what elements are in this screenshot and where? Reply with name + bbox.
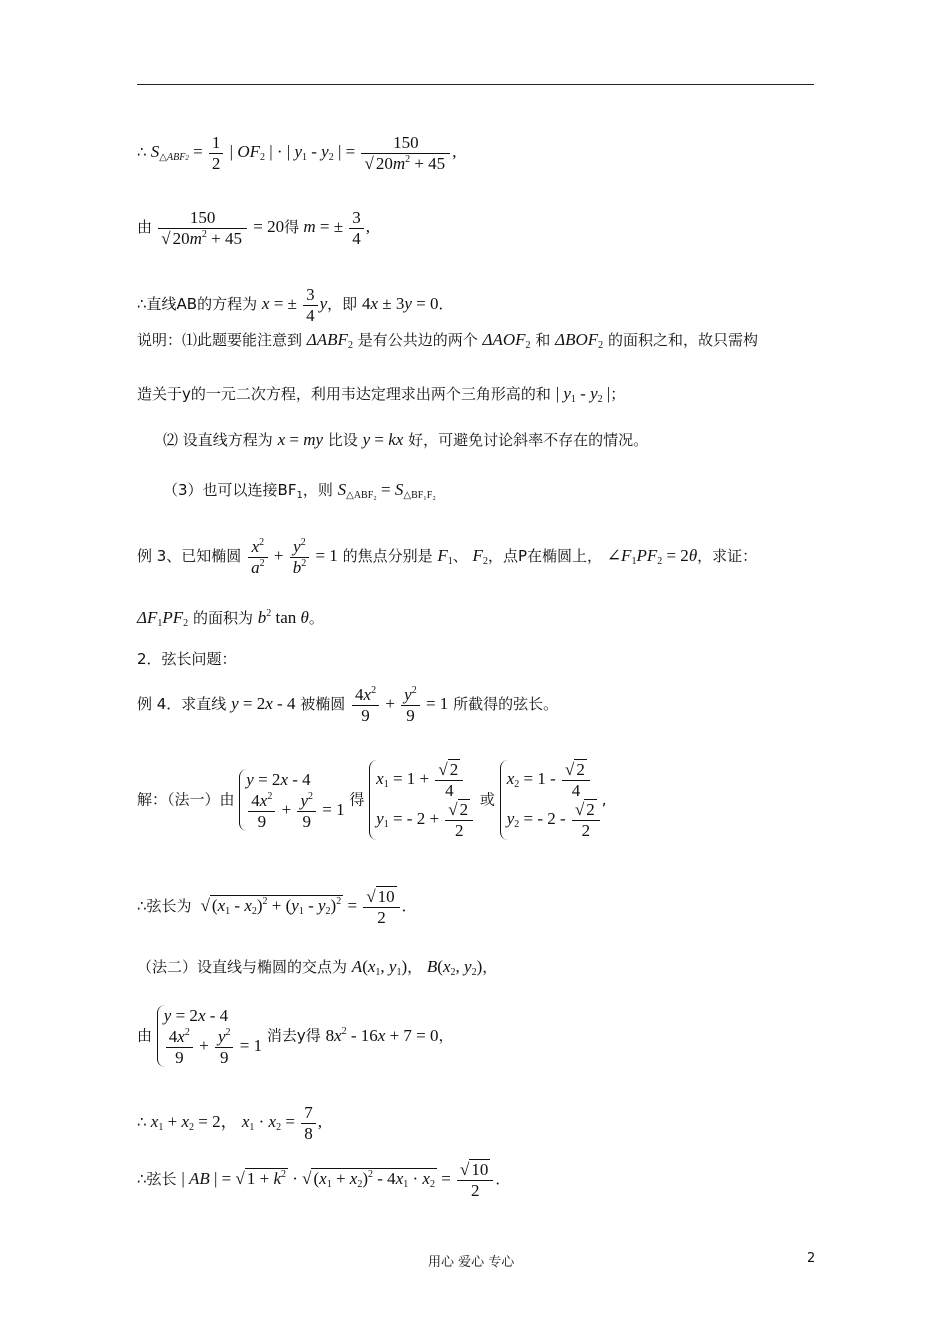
note-paragraph-2: 造关于y的一元二次方程，利用韦达定理求出两个三角形高的和 | $y_1 - y_2$ |； [137, 384, 626, 405]
vieta-line: ∴ $x_1 + x_2 = 2$， $x_1 \cdot x_2$ = $\frac{7}{8}$ , [137, 1103, 322, 1143]
chord-length-1: ∴弦长为 √ $(x_1 - x_2)^2 + (y_1 - y_2)^2$ = $\frac{√ 10}{2}$ ． [137, 887, 417, 927]
chord-length-2: ∴弦长 | AB | = √ $1 + k^2$ · √ $(x_1 + x_2)^2 - 4x_1 \cdot x_2$ = $\frac{√ 10}{2}$ ． [137, 1160, 511, 1200]
example-4: 例 4．求直线 y = 2x - 4 被椭圆 $\frac{4x^2}{9}$ + $\frac{y^2}{9}$ = 1 所截得的弦长。 [137, 685, 559, 725]
page-number: 2 [807, 1251, 816, 1266]
note-point-3: （3）也可以连接$BF_1$，则 $S_{\triangle ABF_2} = S_{\triangle BF_1F_2}$ [163, 480, 436, 501]
footer-slogan: 用心 爱心 专心 [428, 1255, 515, 1270]
method-2-intro: （法二）设直线与椭圆的交点为 $A(x_1$, $y_1$)， $B(x_2$, $y_2$)， [137, 957, 498, 978]
method-2-system: 由 y = 2x - 4 $\frac{4x^2}{9}$ + $\frac{y^2}{9}$ = 1 消去y得 $8x^2 - 16x + 7 = 0$， [137, 1006, 454, 1067]
section-2-title: 2．弦长问题： [137, 650, 237, 668]
example-3-line-1: 例 3、已知椭圆 $\frac{x^2}{a^2}$ + $\frac{y^2}{b^2}$ = 1 的焦点分别是 $F_1$、 $F_2$，点P在椭圆上， $\angle F_1PF_2 = 2\theta$，求证： [137, 537, 758, 577]
note-point-2: ⑵ 设直线方程为 x = my 比设 y = kx 好，可避免讨论斜率不存在的情况。 [163, 430, 649, 449]
therefore-symbol: ∴ [137, 142, 147, 161]
solution-method-1: 解：（法一）由 y = 2x - 4 $\frac{4x^2}{9}$ + $\frac{y^2}{9}$ = 1 得 $x_1 = 1$ + $\frac{√ 2}{4}$ $y_1$ = - 2 + $\frac{√ 2}{2}$ 或 $x_2 = 1$ - $\frac{√ 2}{4}$ $y_2$ = - 2 - $\frac{√ 2}{2}$ , [137, 760, 607, 840]
header-rule [137, 84, 814, 85]
note-paragraph-1: 说明：⑴此题要能注意到 $\Delta ABF_2$ 是有公共边的两个 $\Delta AOF_2$ 和 $\Delta BOF_2$ 的面积之和，故只需构 [137, 330, 758, 351]
example-3-line-2: $\Delta F_1PF_2$ 的面积为 $b^2$ tan θ。 [137, 608, 324, 629]
area-formula-line: ∴ $S_{\triangle ABF2}$ = $\frac{1}{2}$ | $OF_2$ | · | $y_1 - y_2$ | = $\frac{150}{√ 20m^2 + 45}$ , [137, 133, 457, 173]
solve-m-line: 由 $\frac{150}{√ 20m^2 + 45}$ = 20得 m = ± $\frac{3}{4}$ , [137, 208, 371, 248]
line-equation: ∴直线AB的方程为 x = ± $\frac{3}{4}$ y，即 4x ± 3y = 0． [137, 285, 454, 325]
